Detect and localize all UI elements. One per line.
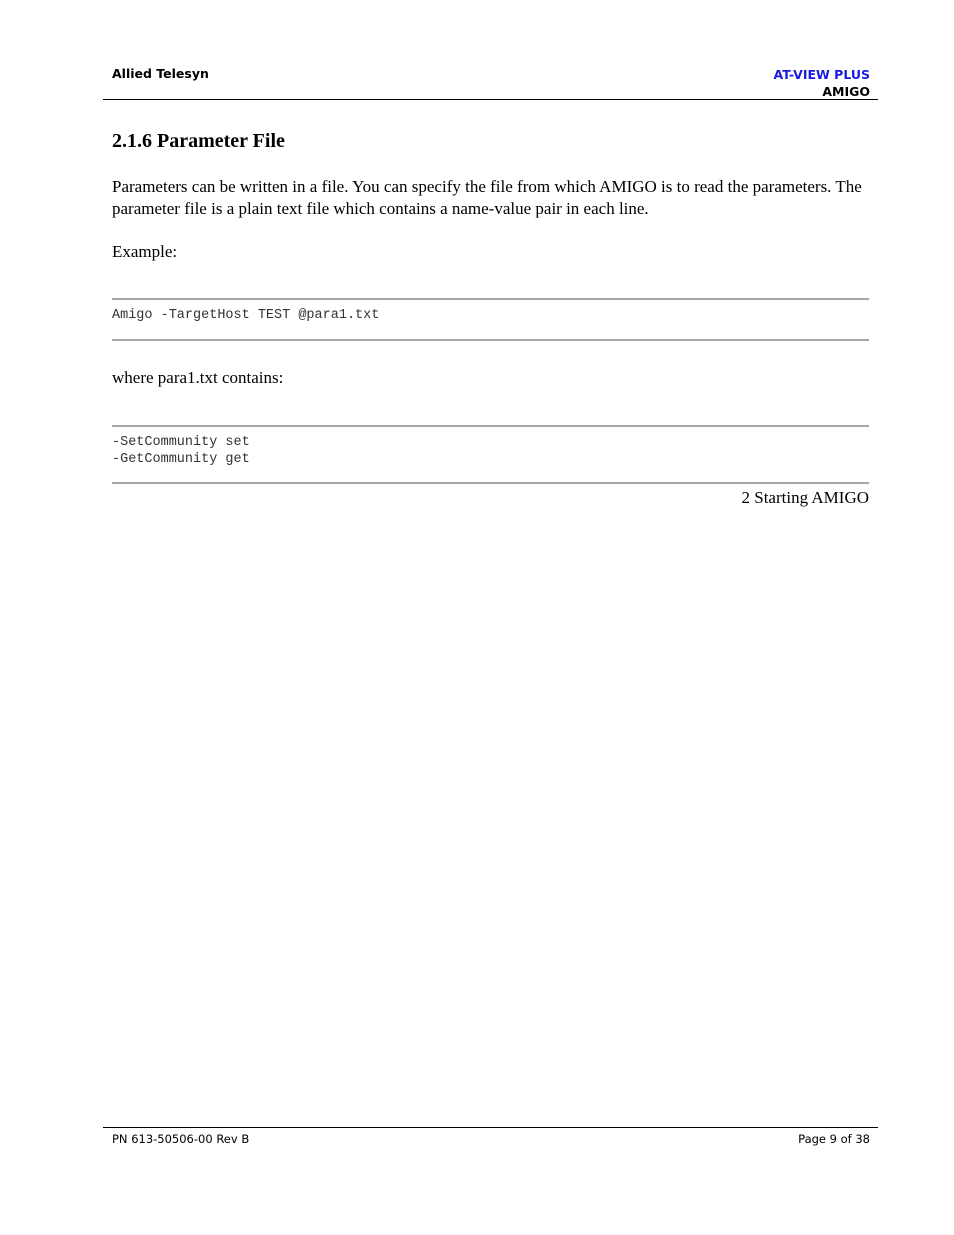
code-line: -SetCommunity set (112, 435, 250, 450)
code-line: -GetCommunity get (112, 452, 250, 467)
module-name: AMIGO (822, 84, 870, 99)
code-block-parameters (112, 425, 869, 484)
company-name: Allied Telesyn (112, 66, 209, 81)
intro-paragraph: Parameters can be written in a file. You can specify the file from which AMIGO is to read the parameters. The parameter file is a plain text file which contains a name-value pair in each line. (112, 177, 862, 218)
header-product-block (773, 66, 870, 100)
footer-divider (103, 1127, 878, 1128)
page-number: Page 9 of 38 (798, 1132, 870, 1146)
code-line: Amigo -TargetHost TEST @para1.txt (112, 308, 380, 323)
part-number: PN 613-50506-00 Rev B (112, 1132, 250, 1146)
section-title: 2.1.6 Parameter File (112, 130, 285, 152)
header-divider (103, 99, 878, 100)
where-label: where para1.txt contains: (112, 368, 284, 387)
code-block-command (112, 298, 869, 341)
example-label: Example: (112, 242, 178, 261)
product-name: AT-VIEW PLUS (773, 67, 870, 82)
chapter-running-footer: 2 Starting AMIGO (741, 488, 869, 507)
